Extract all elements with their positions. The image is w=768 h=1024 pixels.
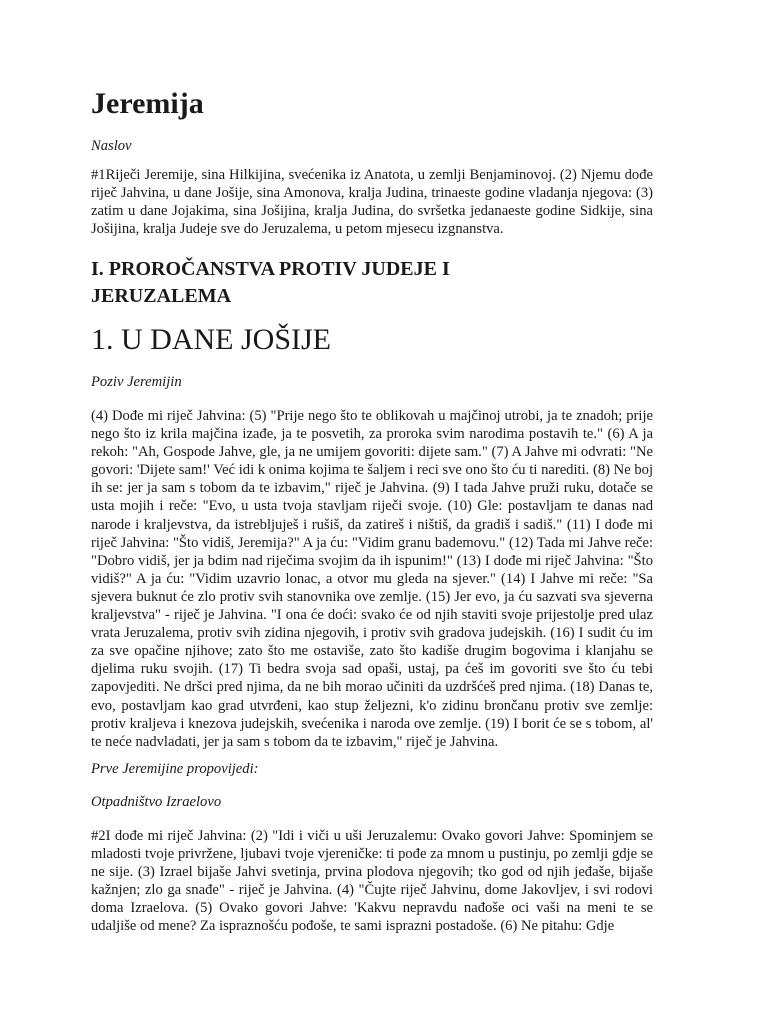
section-heading: I. PROROČANSTVA PROTIV JUDEJE I JERUZALEMA — [91, 258, 450, 307]
apostasy-paragraph: #2I dođe mi riječ Jahvina: (2) "Idi i viči u uši Jeruzalemu: Ovako govori Jahve: Spominjem se mladosti tvoje privržene, ljubavi tvoje vjereničke: ti pođe za mnom u pustinju, po zemlji gdje se ne sije. (3) Izrael bijaše Jahvi svetinja, prvina plodova njegovih; tko god od njih jeđaše, bijaše kažnjen; zlo ga snađe" - riječ je Jahvina. (4) "Čujte riječ Jahvinu, dome Jakovljev, i svi rodovi doma Izraelova. (5) Ovako govori Jahve: 'Kakvu nepravdu nađoše oci vaši na meni te se udaljiše od mene? Za ispraznošću pođoše, te sami isprazni postadoše. (6) Ne pitahu: Gdje — [91, 828, 653, 935]
apostasy-subtitle: Otpadništvo Izraelovo — [91, 794, 222, 810]
sermons-subtitle: Prve Jeremijine propovijedi: — [91, 761, 259, 777]
chapter-subtitle: Poziv Jeremijin — [91, 374, 182, 390]
chapter-paragraph: (4) Dođe mi riječ Jahvina: (5) "Prije nego što te oblikovah u majčinoj utrobi, ja te znadoh; prije nego što iz krila majčina izađe, ja te posvetih, za proroka svim narodima postavih te." (6) A ja rekoh: "Ah, Gospode Jahve, gle, ja ne umijem govoriti: dijete sam." (7) A Jahve mi odvrati: "Ne govori: 'Dijete sam!' Već idi k onima kojima te šaljem i reci sve ono što ću ti narediti. (8) Ne boj ih se: jer ja sam s tobom da te izbavim," riječ je Jahvina. (9) I tada Jahve pruži ruku, dotače se usta mojih i reče: "Evo, u usta tvoja stavljam riječi svoje. (10) Gle: postavljam te danas nad narode i kraljevstva, da istrebljuješ i rušiš, da zatireš i ništiš, da gradiš i sadiš." (11) I dođe mi riječ Jahvina: "Što vidiš, Jeremija?" A ja ću: "Vidim granu bademovu." (12) Tada mi Jahve reče: "Dobro vidiš, jer ja bdim nad riječima svojim da ih ispunim!" (13) I dođe mi riječ Jahvina: "Što vidiš?" A ja ću: "Vidim uzavrio lonac, a otvor mu gleda na sjever." (14) I Jahve mi reče: "Sa sjevera buknut će zlo protiv svih stanovnika ove zemlje. (15) Jer evo, ja ću sazvati sva sjeverna kraljevstva" - riječ je Jahvina. "I ona će doći: svako će od njih staviti svoje prijestolje pred ulaz vrata Jeruzalema, protiv svih zidina njegovih, i protiv svih gradova judejskih. (16) I sudit ću im za sve opačine njihove; zato što me ostaviše, zato što kadiše drugim bogovima i klanjahu se djelima ruku svojih. (17) Ti bedra svoja sad opaši, ustaj, pa ćeš im govoriti sve što ću tebi zapovjediti. Ne dršci pred njima, da ne bih morao učiniti da uzdršćeš pred njima. (18) Danas te, evo, postavljam kao grad utvrđeni, kao stup željezni, k'o zidinu brončanu protiv sve zemlje: protiv kraljeva i knezova judejskih, svećenika i naroda ove zemlje. (19) I borit će se s tobom, al' te neće nadvladati, jer ja sam s tobom da te izbavim," riječ je Jahvina. — [91, 408, 653, 750]
chapter-heading: 1. U DANE JOŠIJE — [91, 323, 331, 356]
document-title: Jeremija — [91, 87, 204, 120]
intro-paragraph: #1Riječi Jeremije, sina Hilkijina, svećenika iz Anatota, u zemlji Benjaminovoj. (2) Njemu dođe riječ Jahvina, u dane Jošije, sina Amonova, kralja Judina, trinaeste godine vladanja njegova: (3) zatim u dane Jojakima, sina Jošijina, kralja Judina, do svršetka jedanaeste godine Sidkije, sina Jošijina, kralja Judeje sve do Jeruzalema, u petom mjesecu izgnanstva. — [91, 167, 653, 238]
intro-subtitle: Naslov — [91, 138, 132, 154]
